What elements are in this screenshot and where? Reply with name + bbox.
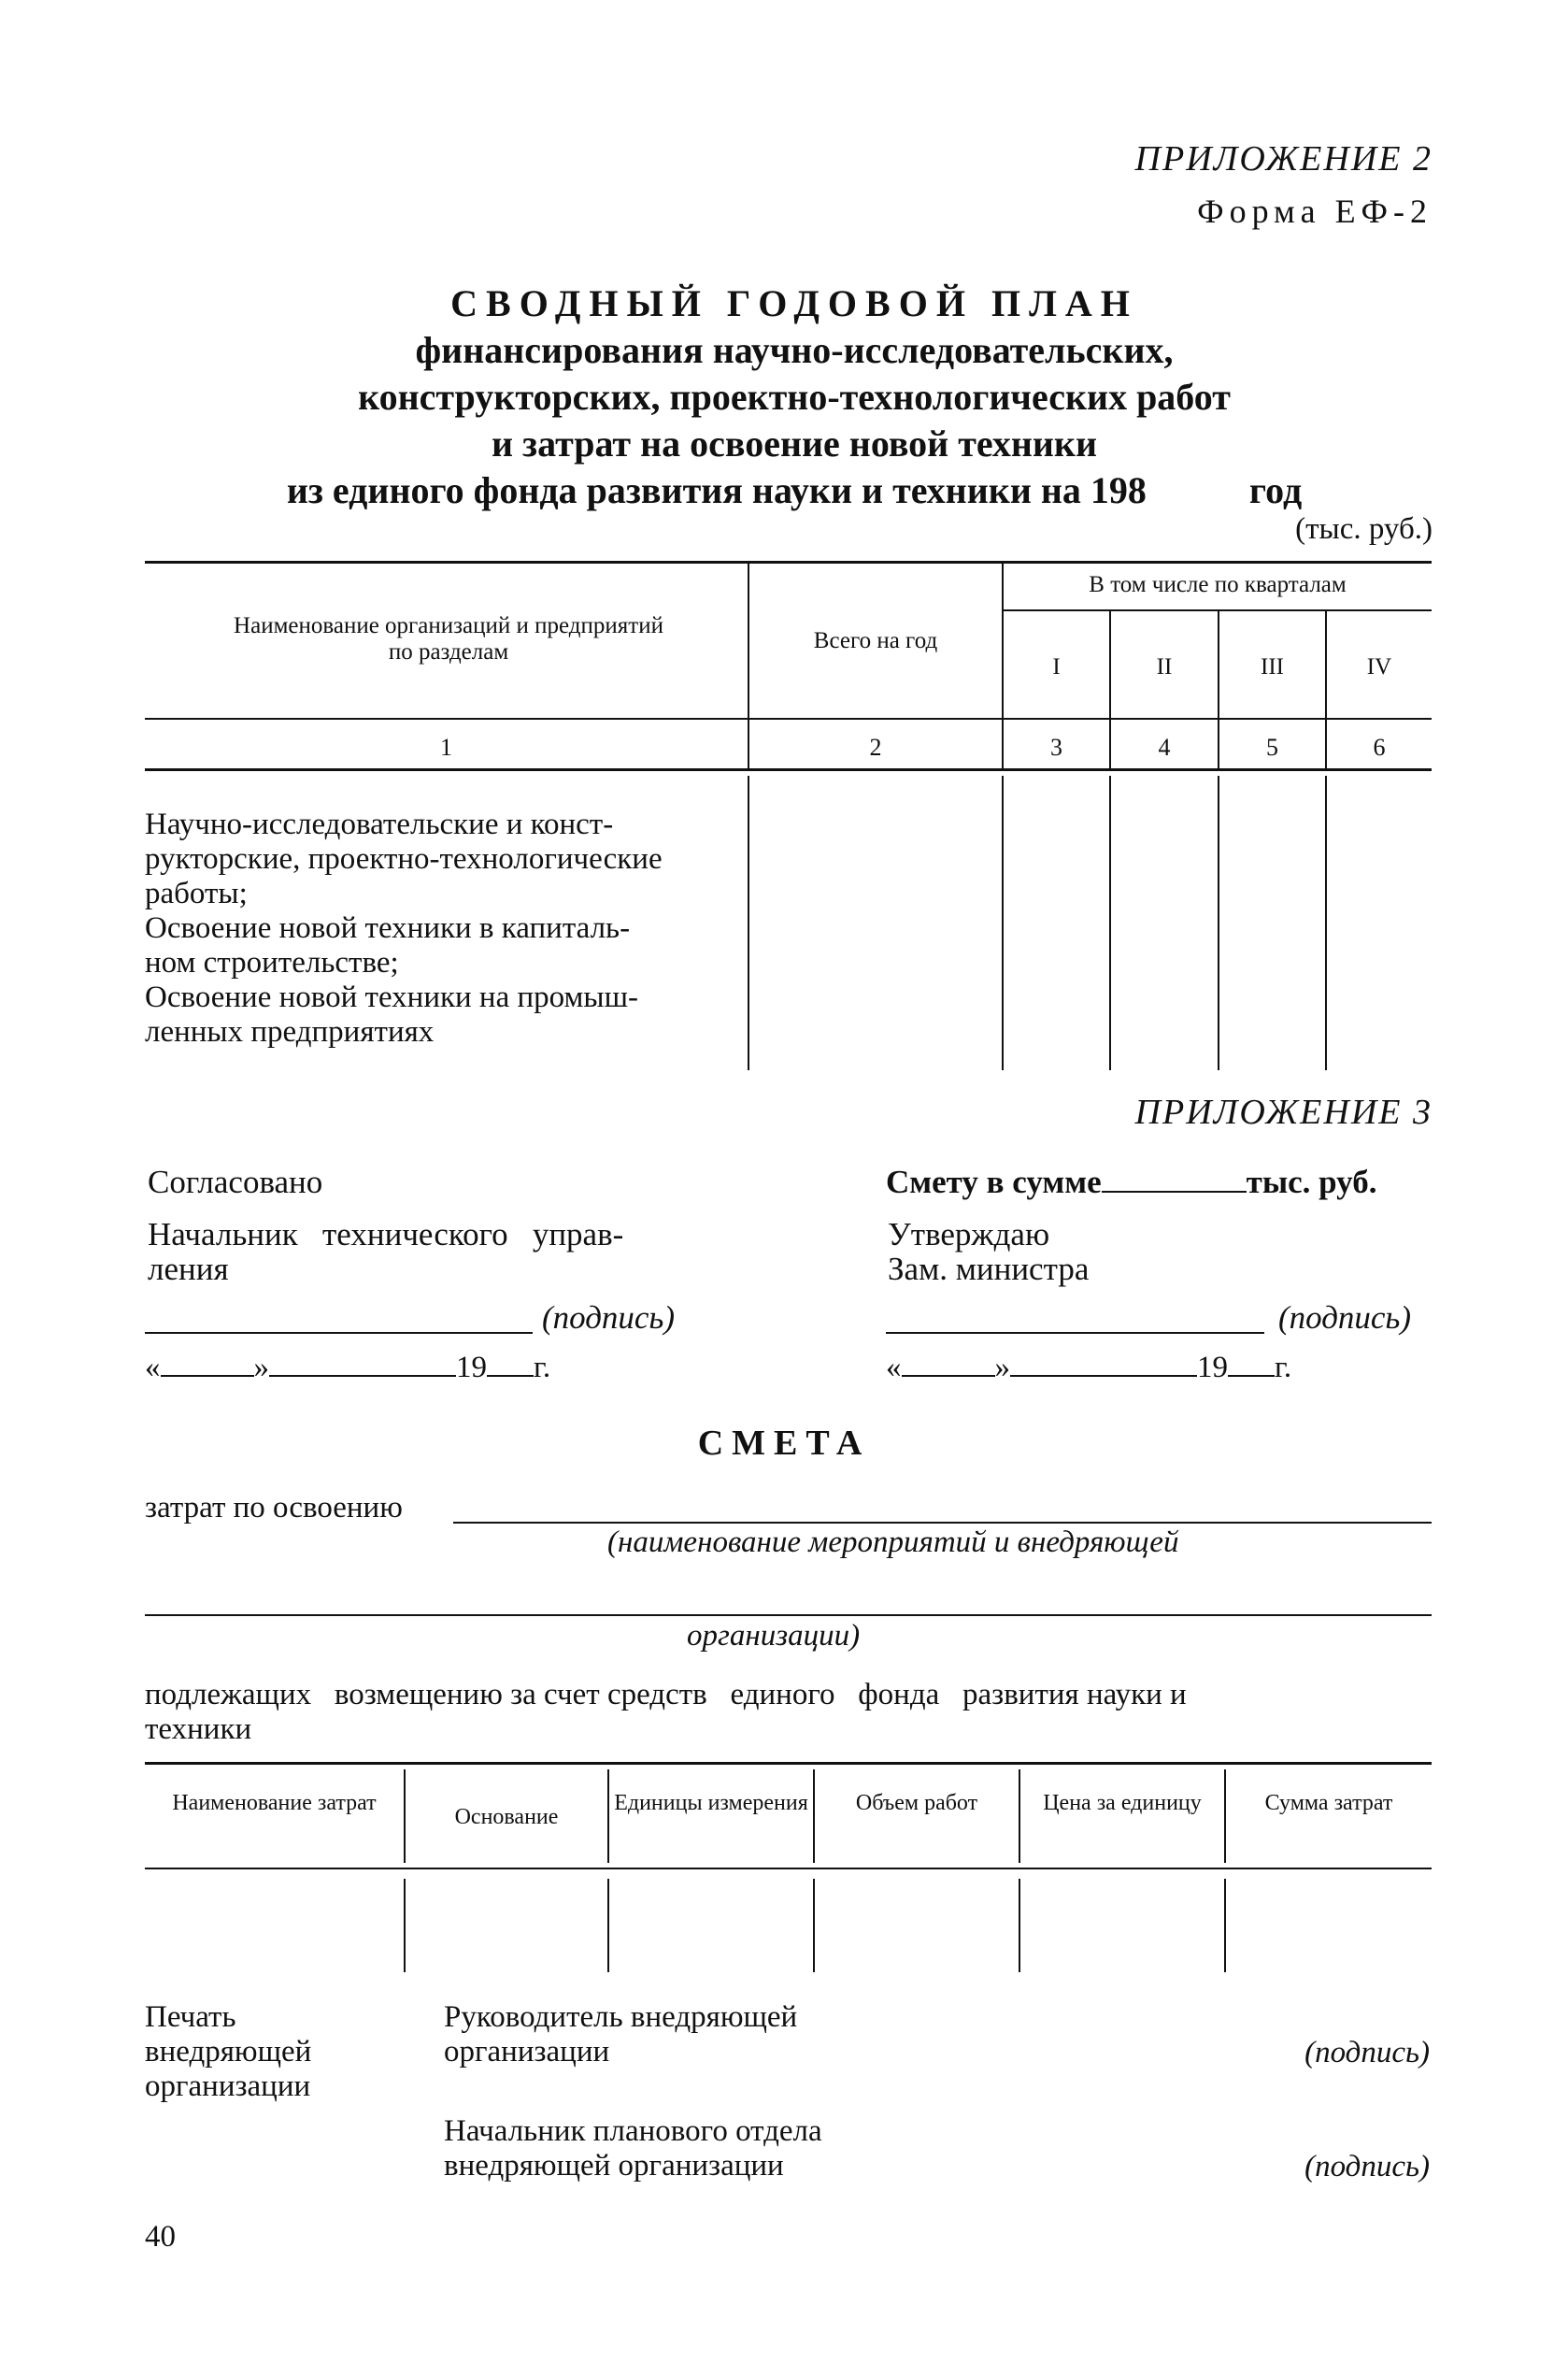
date-g-left: г. bbox=[534, 1351, 551, 1384]
est-header-volume: Объем работ bbox=[855, 1791, 978, 1815]
est-col-divider bbox=[1019, 1769, 1020, 1863]
col-number-1: 1 bbox=[440, 734, 452, 761]
subject-text bbox=[145, 1678, 1434, 1747]
quarter-2-header: II bbox=[1156, 654, 1173, 680]
plan-title bbox=[150, 280, 1439, 514]
head-plan-block bbox=[444, 2114, 822, 2183]
est-body-divider bbox=[813, 1879, 815, 1972]
plan-title-line5 bbox=[150, 467, 1439, 514]
date-g-right: г. bbox=[1275, 1351, 1292, 1384]
est-col-divider bbox=[607, 1769, 609, 1863]
quote-open: « bbox=[886, 1351, 902, 1384]
table-row: рукторские, проектно-технологические bbox=[145, 842, 663, 876]
quote-open: « bbox=[145, 1351, 161, 1384]
est-col-divider bbox=[813, 1769, 815, 1863]
agreed-label: Согласовано bbox=[148, 1164, 323, 1200]
col-number-5: 5 bbox=[1266, 734, 1278, 761]
stamp-line-2: внедряющей bbox=[145, 2035, 312, 2069]
approve-label: Утверждаю bbox=[888, 1216, 1050, 1253]
estimate-table-header-bottom bbox=[145, 1868, 1432, 1869]
body-divider-1 bbox=[748, 776, 749, 1070]
table-top-rule bbox=[145, 561, 1432, 564]
head-tech-line2: ления bbox=[148, 1251, 229, 1287]
head-plan-line-1: Начальник планового отдела bbox=[444, 2114, 822, 2148]
appendix-3-label: ПРИЛОЖЕНИЕ 3 bbox=[1134, 1093, 1433, 1132]
table-row: Научно-исследовательские и конст- bbox=[145, 808, 614, 841]
plan-table-rows bbox=[145, 808, 734, 1050]
signature-caption-left: (подпись) bbox=[542, 1299, 676, 1336]
col-number-2: 2 bbox=[869, 734, 882, 761]
signature-line-left bbox=[145, 1332, 533, 1334]
subject-line-1: подлежащих возмещению за счет средств единого фонда развития науки и bbox=[145, 1678, 1187, 1711]
costs-hint-2: организации) bbox=[687, 1619, 861, 1653]
date-right bbox=[886, 1351, 1291, 1385]
numbers-bottom-rule bbox=[145, 768, 1432, 771]
stamp-label bbox=[145, 2000, 311, 2104]
page-number: 40 bbox=[145, 2220, 176, 2254]
costs-for-label: затрат по освоению bbox=[145, 1491, 403, 1525]
col-org-header: Наименование организаций и предприятий по разделам bbox=[234, 613, 663, 665]
units-label: (тыс. руб.) bbox=[1295, 512, 1433, 546]
estimate-table-top bbox=[145, 1762, 1432, 1765]
quarter-3-header: III bbox=[1261, 654, 1284, 680]
head-plan-line-2: внедряющей организации bbox=[444, 2149, 784, 2183]
table-row: Освоение новой техники на промыш- bbox=[145, 981, 638, 1014]
plan-title-line4: и затрат на освоение новой техники bbox=[491, 422, 1098, 465]
plan-title-main: СВОДНЫЙ ГОДОВОЙ ПЛАН bbox=[450, 282, 1138, 324]
col-number-6: 6 bbox=[1373, 734, 1386, 761]
plan-title-line5-a: из единого фонда развития науки и техники на 198 bbox=[286, 469, 1147, 511]
header-bottom-rule bbox=[145, 718, 1432, 720]
est-body-divider bbox=[1019, 1879, 1020, 1972]
body-divider-4 bbox=[1218, 776, 1219, 1070]
col-number-3: 3 bbox=[1050, 734, 1062, 761]
subject-line-2: техники bbox=[145, 1712, 252, 1746]
costs-for-line bbox=[453, 1522, 1432, 1524]
body-divider-5 bbox=[1325, 776, 1327, 1070]
estimate-title: СМЕТА bbox=[697, 1424, 871, 1463]
stamp-line-1: Печать bbox=[145, 2000, 236, 2034]
col-quarters-header: В том числе по кварталам bbox=[1089, 572, 1347, 597]
quarter-4-header: IV bbox=[1366, 654, 1392, 680]
head-tech-dept bbox=[148, 1217, 623, 1286]
estimate-sum-label: Смету в сумме bbox=[886, 1164, 1102, 1200]
date-left bbox=[145, 1351, 550, 1385]
est-header-basis: Основание bbox=[454, 1805, 559, 1829]
stamp-line-3: организации bbox=[145, 2069, 311, 2103]
plan-title-line2: финансирования научно-исследовательских, bbox=[415, 329, 1174, 371]
signature-caption-right: (подпись) bbox=[1278, 1299, 1412, 1336]
est-col-divider bbox=[1224, 1769, 1226, 1863]
estimate-sum-unit: тыс. руб. bbox=[1246, 1164, 1377, 1200]
head-impl-line-1: Руководитель внедряющей bbox=[444, 2000, 798, 2034]
quote-close: » bbox=[994, 1351, 1010, 1384]
form-label: Форма ЕФ-2 bbox=[1197, 193, 1433, 230]
est-header-price: Цена за единицу bbox=[1043, 1791, 1202, 1815]
signature-line-right bbox=[886, 1332, 1264, 1334]
quarters-rule bbox=[1002, 609, 1432, 611]
table-row: работы; bbox=[145, 877, 248, 910]
signature-caption-2: (подпись) bbox=[1304, 2150, 1430, 2183]
est-body-divider bbox=[607, 1879, 609, 1972]
approval-block bbox=[888, 1217, 1089, 1286]
head-tech-line1: Начальник технического управ- bbox=[148, 1216, 624, 1253]
head-impl-block bbox=[444, 2000, 797, 2069]
plan-title-line3: конструкторских, проектно-технологических работ bbox=[358, 376, 1231, 418]
estimate-sum-line bbox=[886, 1164, 1376, 1201]
quarter-1-header: I bbox=[1052, 654, 1061, 680]
table-row: ном строительстве; bbox=[145, 946, 399, 980]
est-header-cost-name: Наименование затрат bbox=[172, 1791, 377, 1815]
head-impl-line-2: организации bbox=[444, 2035, 610, 2069]
table-row: ленных предприятиях bbox=[145, 1015, 435, 1049]
quote-close: » bbox=[253, 1351, 269, 1384]
deputy-minister-label: Зам. министра bbox=[888, 1251, 1090, 1287]
date-year-right: 19 bbox=[1197, 1351, 1228, 1384]
body-divider-3 bbox=[1109, 776, 1111, 1070]
body-divider-2 bbox=[1002, 776, 1004, 1070]
est-header-sum: Сумма затрат bbox=[1264, 1791, 1393, 1815]
appendix-2-label: ПРИЛОЖЕНИЕ 2 bbox=[1134, 139, 1433, 179]
plan-title-line5-b: год bbox=[1248, 469, 1303, 511]
org-line bbox=[145, 1614, 1432, 1616]
est-body-divider bbox=[1224, 1879, 1226, 1972]
est-header-units: Единицы измерения bbox=[614, 1791, 808, 1815]
signature-caption-1: (подпись) bbox=[1304, 2036, 1430, 2069]
est-body-divider bbox=[404, 1879, 406, 1972]
costs-hint-1: (наименование мероприятий и внедряющей bbox=[607, 1525, 1179, 1559]
table-row: Освоение новой техники в капиталь- bbox=[145, 911, 631, 945]
col-total-header: Всего на год bbox=[813, 628, 938, 653]
col-number-4: 4 bbox=[1158, 734, 1171, 761]
date-year-left: 19 bbox=[456, 1351, 487, 1384]
